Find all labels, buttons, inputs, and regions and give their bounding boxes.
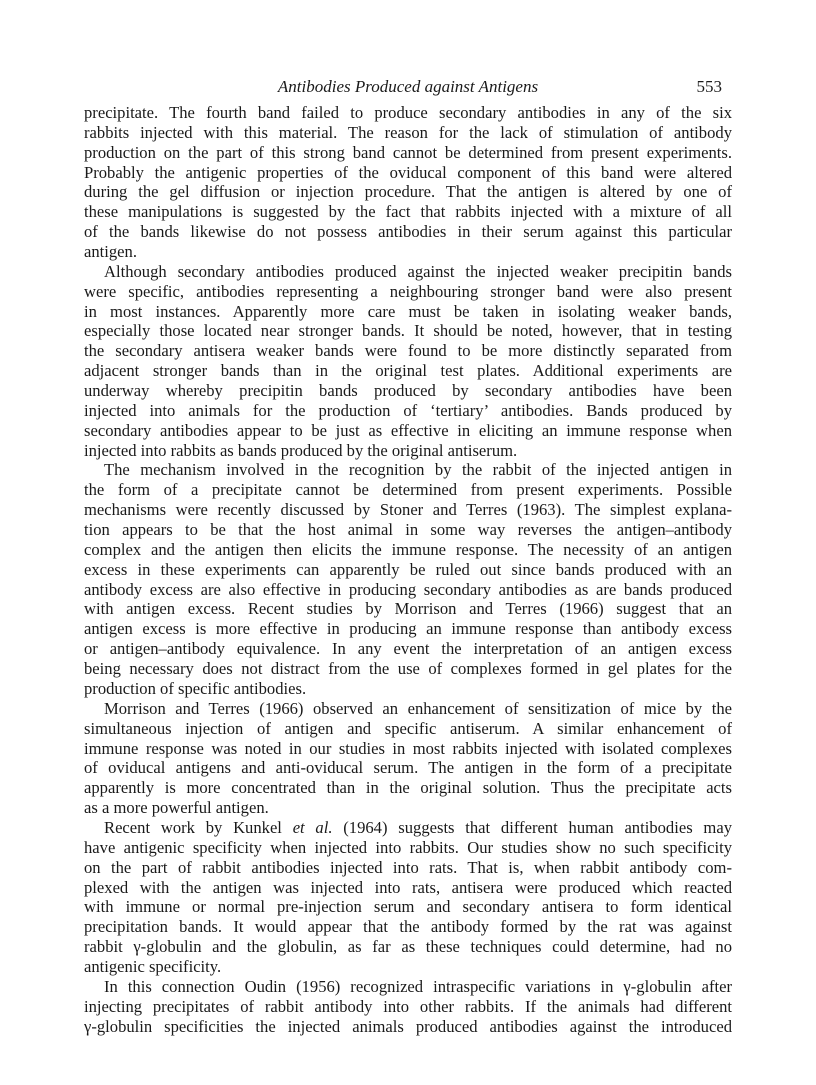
running-header (84, 77, 732, 99)
paragraph (84, 699, 732, 818)
text-line: excess in these experiments can apparently be ruled out since bands produced with an (84, 559, 732, 579)
text-line: adjacent stronger bands than in the original test plates. Additional experiments are (84, 361, 732, 381)
text-line: apparently is more concentrated than in the original solution. Thus the precipitate acts (84, 778, 732, 798)
text-line: complex and the antigen then elicits the immune response. The necessity of an antigen (84, 539, 732, 559)
text-line: or antigen–antibody equivalence. In any event the interpretation of an antigen excess (84, 639, 732, 659)
text-line: injected into animals for the production of ‘tertiary’ antibodies. Bands produced by (84, 400, 732, 420)
page-number: 553 (696, 77, 722, 96)
text-line: of oviducal antigens and anti-oviducal serum. The antigen in the form of a precipitate (84, 758, 732, 778)
text-line: secondary antibodies appear to be just as effective in eliciting an immune response when (84, 420, 732, 440)
text-line: mechanisms were recently discussed by Stoner and Terres (1963). The simplest explana- (84, 500, 732, 520)
text-line: these manipulations is suggested by the fact that rabbits injected with a mixture of all (84, 202, 732, 222)
text-line: tion appears to be that the host animal in some way reverses the antigen–antibody (84, 520, 732, 540)
text-segment: (1964) suggests that different human antibodies may (332, 817, 732, 837)
text-line: with antigen excess. Recent studies by Morrison and Terres (1966) suggest that an (84, 599, 732, 619)
text-line: precipitate. The fourth band failed to produce secondary antibodies in any of the six (84, 103, 732, 122)
text-line: during the gel diffusion or injection procedure. That the antigen is altered by one of (84, 182, 732, 202)
text-line: simultaneous injection of antigen and specific antiserum. A similar enhancement of (84, 718, 732, 738)
body-text (84, 103, 732, 1036)
text-line: underway whereby precipitin bands produced by secondary antibodies have been (84, 381, 732, 401)
text-line: antibody excess are also effective in producing secondary antibodies as are bands produced (84, 579, 732, 599)
text-line: precipitation bands. It would appear that the antibody formed by the rat was against (84, 917, 732, 937)
text-line: antigen excess is more effective in producing an immune response than antibody excess (84, 619, 732, 639)
text-line: being necessary does not distract from the use of complexes formed in gel plates for the (84, 659, 732, 679)
text-line: have antigenic specificity when injected into rabbits. Our studies show no such specificity (84, 837, 732, 857)
text-line: immune response was noted in our studies in most rabbits injected with isolated complexes (84, 738, 732, 758)
text-line: Morrison and Terres (1966) observed an enhancement of sensitization of mice by the (104, 698, 732, 718)
text-line: in most instances. Apparently more care must be taken in isolating weaker bands, (84, 301, 732, 321)
text-line: were specific, antibodies representing a neighbouring stronger band were also present (84, 281, 732, 301)
text-line (84, 818, 732, 838)
paragraph (84, 460, 732, 698)
paragraph (84, 977, 732, 1037)
text-line: In this connection Oudin (1956) recognized intraspecific variations in γ-globulin after (104, 976, 732, 996)
text-line: The mechanism involved in the recognition by the rabbit of the injected antigen in (104, 460, 732, 480)
text-line: plexed with the antigen was injected into rats, antisera were produced which reacted (84, 877, 732, 897)
text-line: antigenic specificity. (84, 956, 222, 976)
text-line: of the bands likewise do not possess antibodies in their serum against this particular (84, 222, 732, 242)
text-segment: Recent work by Kunkel (104, 817, 293, 837)
italic-text: et al. (292, 817, 333, 837)
text-line: Probably the antigenic properties of the oviducal component of this band were altered (84, 162, 732, 182)
text-line: the secondary antisera weaker bands were found to be more distinctly separated from (84, 341, 732, 361)
text-line: antigen. (84, 242, 137, 262)
text-line: rabbits injected with this material. The reason for the lack of stimulation of antibody (84, 122, 732, 142)
text-line: injected into rabbits as bands produced by the original antiserum. (84, 440, 518, 460)
text-line: Although secondary antibodies produced against the injected weaker precipitin bands (104, 261, 732, 281)
text-line: especially those located near stronger bands. It should be noted, however, that in testing (84, 321, 732, 341)
text-line: the form of a precipitate cannot be determined from present experiments. Possible (84, 480, 732, 500)
running-title: Antibodies Produced against Antigens (277, 77, 539, 96)
paragraph (84, 103, 732, 262)
text-line: with immune or normal pre-injection serum and secondary antisera to form identical (84, 897, 732, 917)
paragraph (84, 818, 732, 977)
text-line: rabbit γ-globulin and the globulin, as far as these techniques could determine, had no (84, 937, 732, 957)
text-line: on the part of rabbit antibodies injected into rats. That is, when rabbit antibody com- (84, 857, 732, 877)
text-line: production of specific antibodies. (84, 678, 307, 698)
paragraph (84, 262, 732, 461)
text-line: injecting precipitates of rabbit antibody into other rabbits. If the animals had different (84, 996, 732, 1016)
text-line: γ-globulin specificities the injected animals produced antibodies against the introduced (84, 1016, 732, 1036)
text-line: as a more powerful antigen. (84, 798, 269, 818)
text-line: production on the part of this strong band cannot be determined from present experiments. (84, 142, 732, 162)
